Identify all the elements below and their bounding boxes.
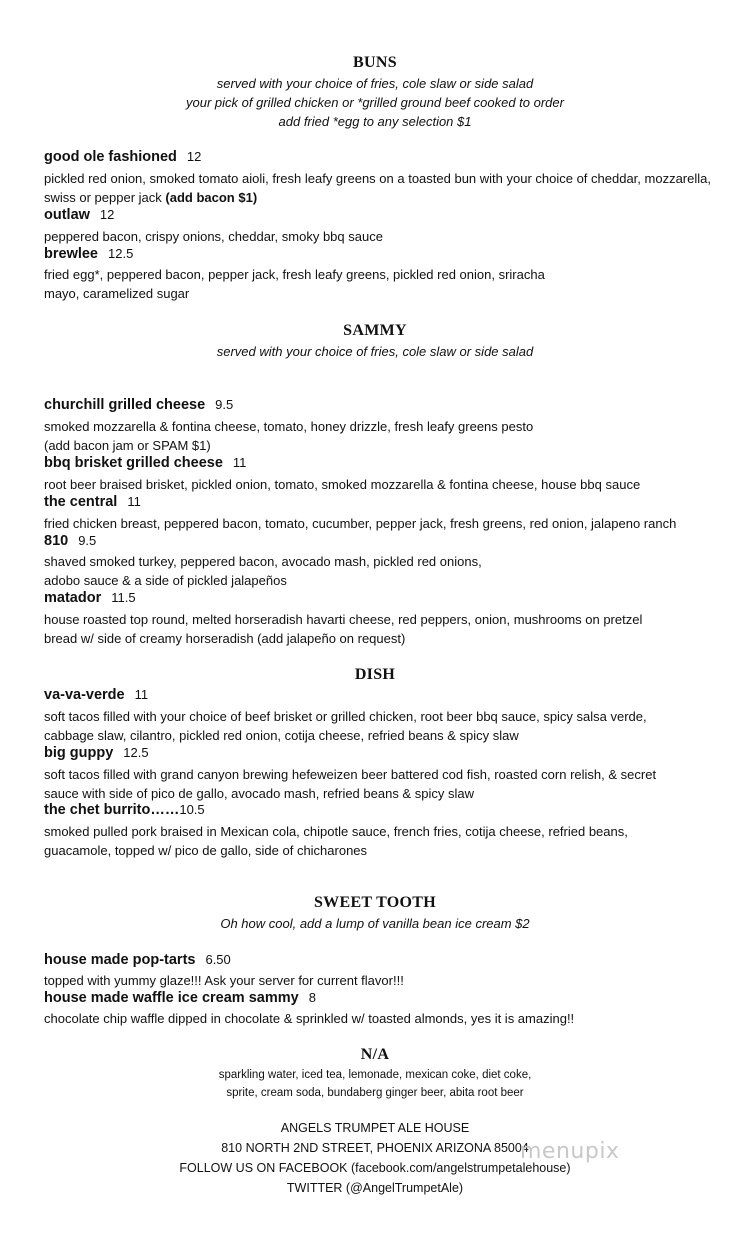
menu-item-va-va-verde (44, 687, 148, 703)
footer-twitter: TWITTER (@AngelTrumpetAle) (286, 1181, 464, 1195)
item-name: the central (44, 494, 118, 510)
item-price: 11.5 (111, 590, 136, 605)
item-description: pickled red onion, smoked tomato aioli, fresh leafy greens on a toasted bun with your choice of cheddar, mozzarella, swiss or pepper jack (add bacon $1) (44, 171, 711, 205)
item-description: (add bacon jam or SPAM $1) (44, 438, 211, 453)
footer-address: 810 NORTH 2ND STREET, PHOENIX ARIZONA 85004 (221, 1141, 529, 1155)
buns-note-1: served with your choice of fries, cole slaw or side salad (216, 76, 534, 91)
menu-item-the-central (44, 494, 141, 510)
menu-item-churchill-grilled-cheese (44, 397, 233, 413)
sammy-note: served with your choice of fries, cole slaw or side salad (216, 344, 534, 359)
item-name: the chet burrito…… (44, 802, 180, 818)
add-bacon-note: (add bacon $1) (165, 190, 258, 205)
item-name: 810 (44, 533, 69, 549)
item-name: house made pop-tarts (44, 952, 196, 968)
item-description: bread w/ side of creamy horseradish (add jalapeño on request) (44, 631, 406, 646)
item-price: 8 (308, 990, 316, 1005)
menu-item-outlaw (44, 207, 114, 223)
item-description: mayo, caramelized sugar (44, 286, 190, 301)
item-price: 6.50 (205, 952, 231, 967)
item-price: 11 (134, 687, 149, 702)
na-drinks-line-1: sparkling water, iced tea, lemonade, mexican coke, diet coke, (218, 1069, 532, 1081)
item-name: bbq brisket grilled cheese (44, 455, 223, 471)
item-description: topped with yummy glaze!!! Ask your server for current flavor!!! (44, 973, 404, 988)
buns-note-2: your pick of grilled chicken or *grilled ground beef cooked to order (186, 95, 564, 110)
item-name: big guppy (44, 745, 114, 761)
menu-item-bbq-brisket-grilled-cheese (44, 455, 246, 471)
section-title-dish: DISH (354, 666, 396, 683)
item-price: 11 (232, 455, 247, 470)
menu-item-matador (44, 590, 136, 606)
item-description: shaved smoked turkey, peppered bacon, avocado mash, pickled red onions, (44, 554, 482, 569)
buns-note-3: add fried *egg to any selection $1 (278, 114, 472, 129)
footer-name: ANGELS TRUMPET ALE HOUSE (280, 1121, 470, 1135)
item-price: 12.5 (123, 745, 149, 760)
section-title-na: N/A (360, 1046, 390, 1063)
menu-item-house-made-pop-tarts (44, 952, 231, 968)
na-drinks-line-2: sprite, cream soda, bundaberg ginger beer, abita root beer (226, 1087, 524, 1099)
item-price: 12.5 (108, 246, 134, 261)
item-description: smoked pulled pork braised in Mexican cola, chipotle sauce, french fries, cotija cheese, refried beans, (44, 824, 628, 839)
sweet-tooth-note: Oh how cool, add a lump of vanilla bean ice cream $2 (220, 916, 530, 931)
item-price: 12 (186, 149, 202, 164)
item-name: good ole fashioned (44, 149, 177, 165)
menu-item-brewlee (44, 246, 133, 262)
item-price: 10.5 (179, 802, 205, 817)
item-description: smoked mozzarella & fontina cheese, tomato, honey drizzle, fresh leafy greens pesto (44, 419, 534, 434)
menu-item-big-guppy (44, 745, 149, 761)
item-price: 11 (127, 494, 141, 509)
item-price: 12 (99, 207, 115, 222)
footer-facebook: FOLLOW US ON FACEBOOK (facebook.com/angelstrumpetalehouse) (179, 1161, 571, 1175)
item-description: peppered bacon, crispy onions, cheddar, smoky bbq sauce (44, 229, 383, 244)
menu-item-house-made-waffle-ice-cream-sammy (44, 990, 316, 1006)
item-description: adobo sauce & a side of pickled jalapeños (44, 573, 287, 588)
item-description: guacamole, topped w/ pico de gallo, side of chicharones (44, 843, 368, 858)
menu-item-good-ole-fashioned (44, 149, 201, 165)
item-description: fried chicken breast, peppered bacon, tomato, cucumber, pepper jack, fresh greens, red onion, jalapeno ranch (44, 516, 677, 531)
item-name: churchill grilled cheese (44, 397, 206, 413)
item-name: brewlee (44, 246, 98, 262)
item-description: cabbage slaw, cilantro, pickled red onion, cotija cheese, refried beans & spicy slaw (44, 728, 519, 743)
section-title-sweet-tooth: SWEET TOOTH (313, 894, 437, 911)
section-title-sammy: SAMMY (343, 322, 407, 339)
menu-item-810 (44, 533, 96, 549)
item-description: fried egg*, peppered bacon, pepper jack, fresh leafy greens, pickled red onion, sriracha (44, 267, 545, 282)
item-description: soft tacos filled with your choice of beef brisket or grilled chicken, root beer bbq sauce, spicy salsa verde, (44, 709, 647, 724)
item-description: root beer braised brisket, pickled onion, tomato, smoked mozzarella & fontina cheese, house bbq sauce (44, 477, 641, 492)
item-description: house roasted top round, melted horseradish havarti cheese, red peppers, onion, mushrooms on pretzel (44, 612, 643, 627)
item-description: soft tacos filled with grand canyon brewing hefeweizen beer battered cod fish, roasted corn relish, & secret (44, 767, 657, 782)
item-description: chocolate chip waffle dipped in chocolate & sprinkled w/ toasted almonds, yes it is amazing!! (44, 1011, 575, 1026)
item-name: house made waffle ice cream sammy (44, 990, 299, 1006)
item-name: matador (44, 590, 102, 606)
item-name: va-va-verde (44, 687, 125, 703)
item-name: outlaw (44, 207, 90, 223)
item-price: 9.5 (78, 533, 97, 548)
watermark-logo: menupix (520, 1139, 620, 1164)
section-title-buns: BUNS (353, 54, 397, 71)
item-price: 9.5 (215, 397, 234, 412)
item-description: sauce with side of pico de gallo, avocado mash, refried beans & spicy slaw (44, 786, 474, 801)
menu-item-the-chet-burrito (44, 802, 205, 818)
